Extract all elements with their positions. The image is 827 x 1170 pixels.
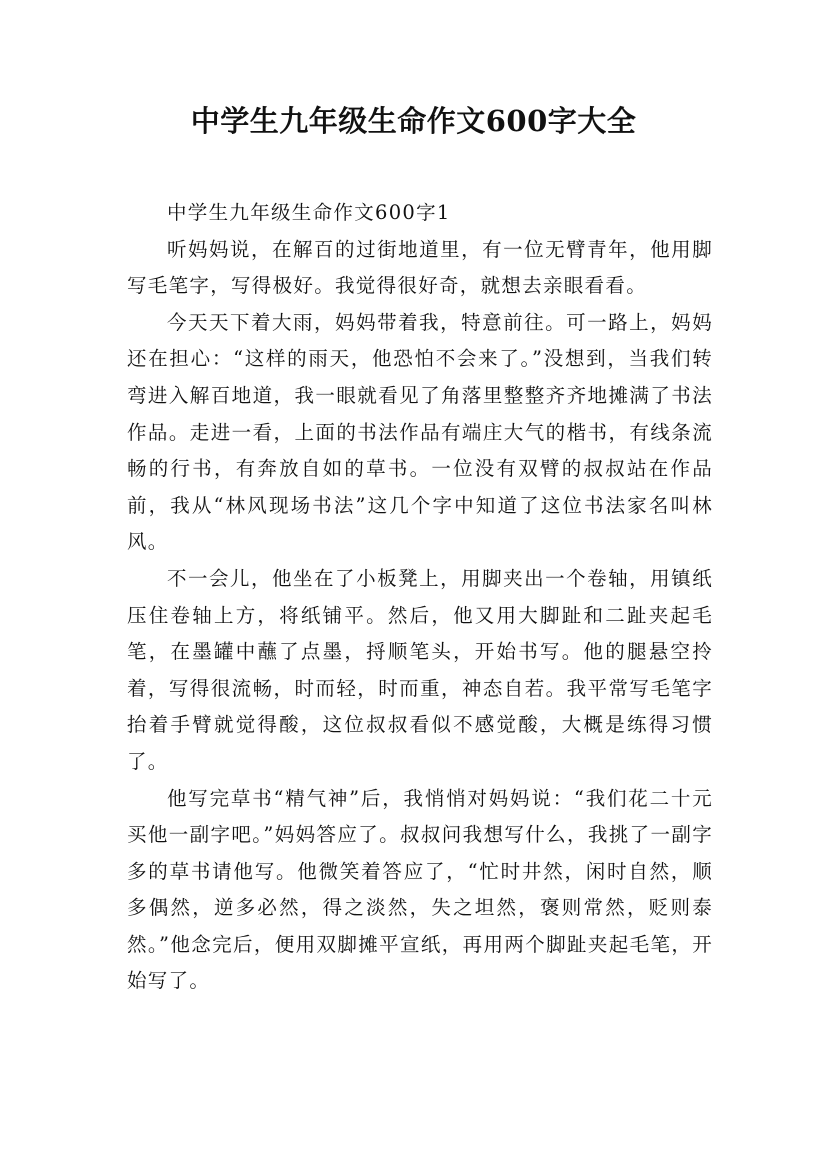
paragraph-1: 听妈妈说，在解百的过街地道里，有一位无臂青年，他用脚写毛笔字，写得极好。我觉得很好奇，就想去亲眼看看。: [127, 237, 713, 298]
section-heading: 中学生九年级生命作文600字1: [167, 201, 451, 224]
document-title: 中学生九年级生命作文600字大全: [190, 104, 637, 138]
document-body: [127, 195, 713, 1000]
paragraph-4: 他写完草书“精气神”后，我悄悄对妈妈说：“我们花二十元买他一副字吧。”妈妈答应了。叔叔问我想写什么，我挑了一副字多的草书请他写。他微笑着答应了，“忙时井然，闲时自然，顺多偶然，逆多必然，得之淡然，失之坦然，褒则常然，贬则泰然。”他念完后，便用双脚摊平宣纸，再用两个脚趾夹起毛笔，开始写了。: [127, 786, 713, 993]
paragraph-2: 今天天下着大雨，妈妈带着我，特意前往。可一路上，妈妈还在担心：“这样的雨天，他恐怕不会来了。”没想到，当我们转弯进入解百地道，我一眼就看见了角落里整整齐齐地摊满了书法作品。走进一看，上面的书法作品有端庄大气的楷书，有线条流畅的行书，有奔放自如的草书。一位没有双臂的叔叔站在作品前，我从“林风现场书法”这几个字中知道了这位书法家名叫林风。: [127, 310, 713, 554]
paragraph-3: 不一会儿，他坐在了小板凳上，用脚夹出一个卷轴，用镇纸压住卷轴上方，将纸铺平。然后，他又用大脚趾和二趾夹起毛笔，在墨罐中蘸了点墨，捋顺笔头，开始书写。他的腿悬空拎着，写得很流畅，时而轻，时而重，神态自若。我平常写毛笔字抬着手臂就觉得酸，这位叔叔看似不感觉酸，大概是练得习惯了。: [127, 566, 713, 773]
